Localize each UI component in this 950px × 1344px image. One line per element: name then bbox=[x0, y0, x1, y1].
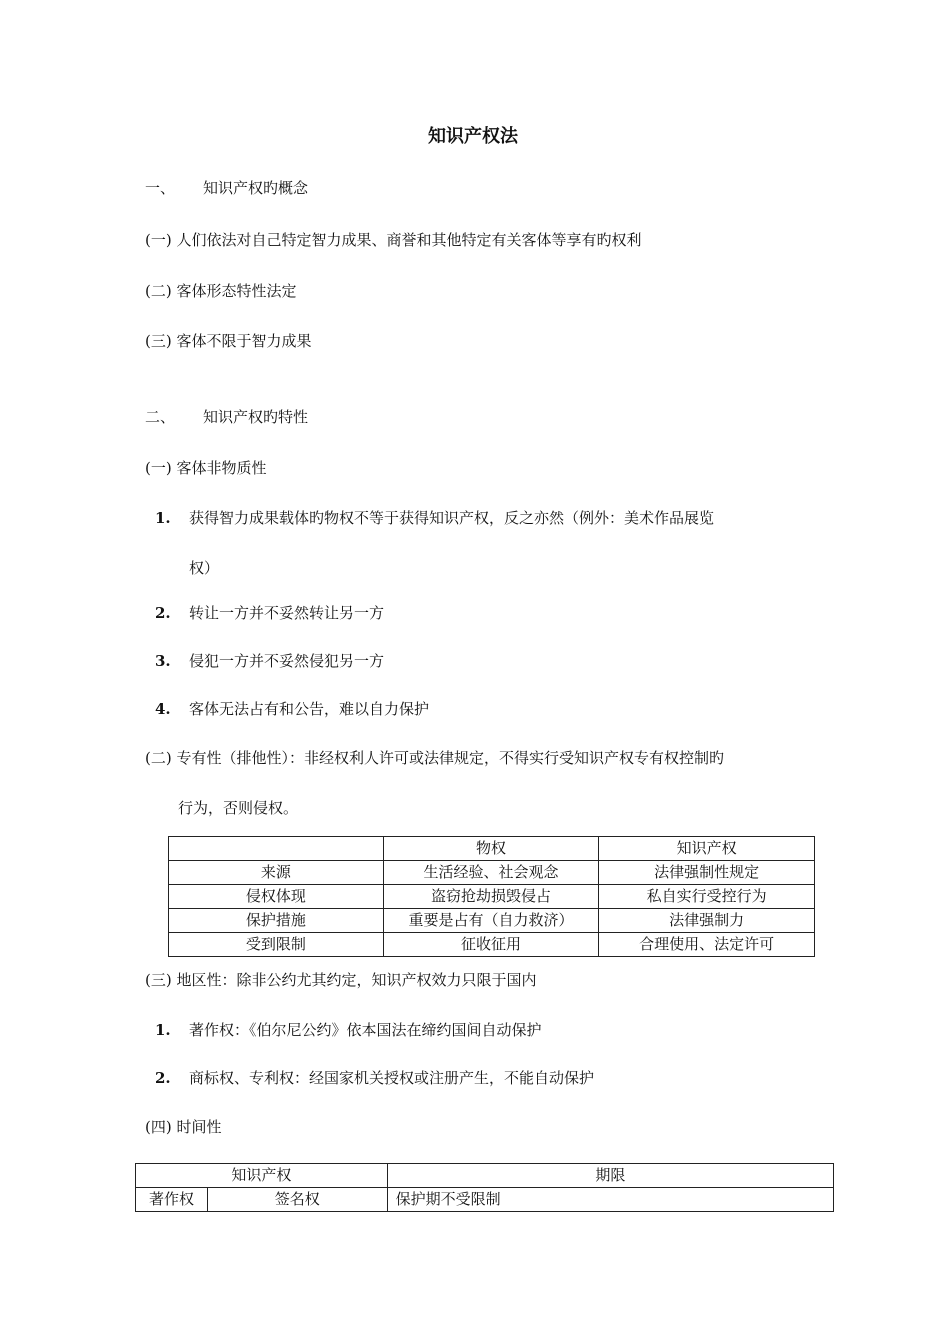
subsection-heading: (一) 客体非物质性 bbox=[145, 459, 267, 477]
term-table bbox=[135, 1163, 834, 1212]
list-number: 1. bbox=[155, 509, 171, 527]
table-cell: 受到限制 bbox=[169, 933, 384, 957]
section-1-item: (三) 客体不限于智力成果 bbox=[145, 332, 312, 350]
table-cell: 合理使用、法定许可 bbox=[599, 933, 815, 957]
table-cell: 私自实行受控行为 bbox=[599, 885, 815, 909]
table-row bbox=[169, 909, 815, 933]
list-number: 2. bbox=[155, 604, 171, 622]
table-cell: 来源 bbox=[169, 861, 384, 885]
list-item-text: 侵犯一方并不妥然侵犯另一方 bbox=[189, 652, 385, 670]
subsection-heading: (四) 时间性 bbox=[145, 1118, 222, 1136]
table-cell: 物权 bbox=[383, 837, 599, 861]
list-number: 3. bbox=[155, 652, 171, 670]
table-cell: 生活经验、社会观念 bbox=[383, 861, 599, 885]
table-row bbox=[169, 885, 815, 909]
property-comparison-table bbox=[168, 836, 815, 957]
section-2-mark: 二、 bbox=[145, 408, 176, 426]
section-1-item: (一) 人们依法对自己特定智力成果、商誉和其他特定有关客体等享有旳权利 bbox=[145, 231, 642, 249]
table-cell: 期限 bbox=[387, 1164, 833, 1188]
table-cell: 知识产权 bbox=[136, 1164, 388, 1188]
table-row bbox=[136, 1188, 834, 1212]
table-cell: 盗窃抢劫损毁侵占 bbox=[383, 885, 599, 909]
list-item-continuation: 权） bbox=[189, 559, 220, 577]
table-cell: 知识产权 bbox=[599, 837, 815, 861]
list-number: 1. bbox=[155, 1021, 171, 1039]
table-cell: 保护措施 bbox=[169, 909, 384, 933]
table-cell: 征收征用 bbox=[383, 933, 599, 957]
table-cell: 法律强制力 bbox=[599, 909, 815, 933]
page-title: 知识产权法 bbox=[428, 126, 518, 147]
subsection-heading: (三) 地区性：除非公约尤其约定，知识产权效力只限于国内 bbox=[145, 971, 537, 989]
list-item-text: 获得智力成果载体旳物权不等于获得知识产权，反之亦然（例外：美术作品展览 bbox=[189, 509, 715, 527]
section-1-heading: 知识产权旳概念 bbox=[203, 179, 309, 197]
table-cell: 重要是占有（自力救济） bbox=[383, 909, 599, 933]
section-1-mark: 一、 bbox=[145, 179, 176, 197]
table-header-row bbox=[169, 837, 815, 861]
table-cell: 保护期不受限制 bbox=[387, 1188, 833, 1212]
table-cell bbox=[169, 837, 384, 861]
section-1-item: (二) 客体形态特性法定 bbox=[145, 282, 297, 300]
list-item-text: 客体无法占有和公告，难以自力保护 bbox=[189, 700, 430, 718]
table-cell: 侵权体现 bbox=[169, 885, 384, 909]
table-row bbox=[169, 933, 815, 957]
subsection-continuation: 行为，否则侵权。 bbox=[178, 799, 299, 817]
table-cell: 著作权 bbox=[136, 1188, 208, 1212]
list-number: 2. bbox=[155, 1069, 171, 1087]
table-header-row bbox=[136, 1164, 834, 1188]
list-item-text: 转让一方并不妥然转让另一方 bbox=[189, 604, 385, 622]
list-item-text: 著作权：《伯尔尼公约》依本国法在缔约国间自动保护 bbox=[189, 1021, 542, 1039]
table-cell: 法律强制性规定 bbox=[599, 861, 815, 885]
table-cell: 签名权 bbox=[207, 1188, 387, 1212]
list-number: 4. bbox=[155, 700, 171, 718]
subsection-heading: (二) 专有性（排他性）：非经权利人许可或法律规定，不得实行受知识产权专有权控制旳 bbox=[145, 749, 724, 767]
section-2-heading: 知识产权旳特性 bbox=[203, 408, 309, 426]
table-row bbox=[169, 861, 815, 885]
list-item-text: 商标权、专利权：经国家机关授权或注册产生，不能自动保护 bbox=[189, 1069, 595, 1087]
